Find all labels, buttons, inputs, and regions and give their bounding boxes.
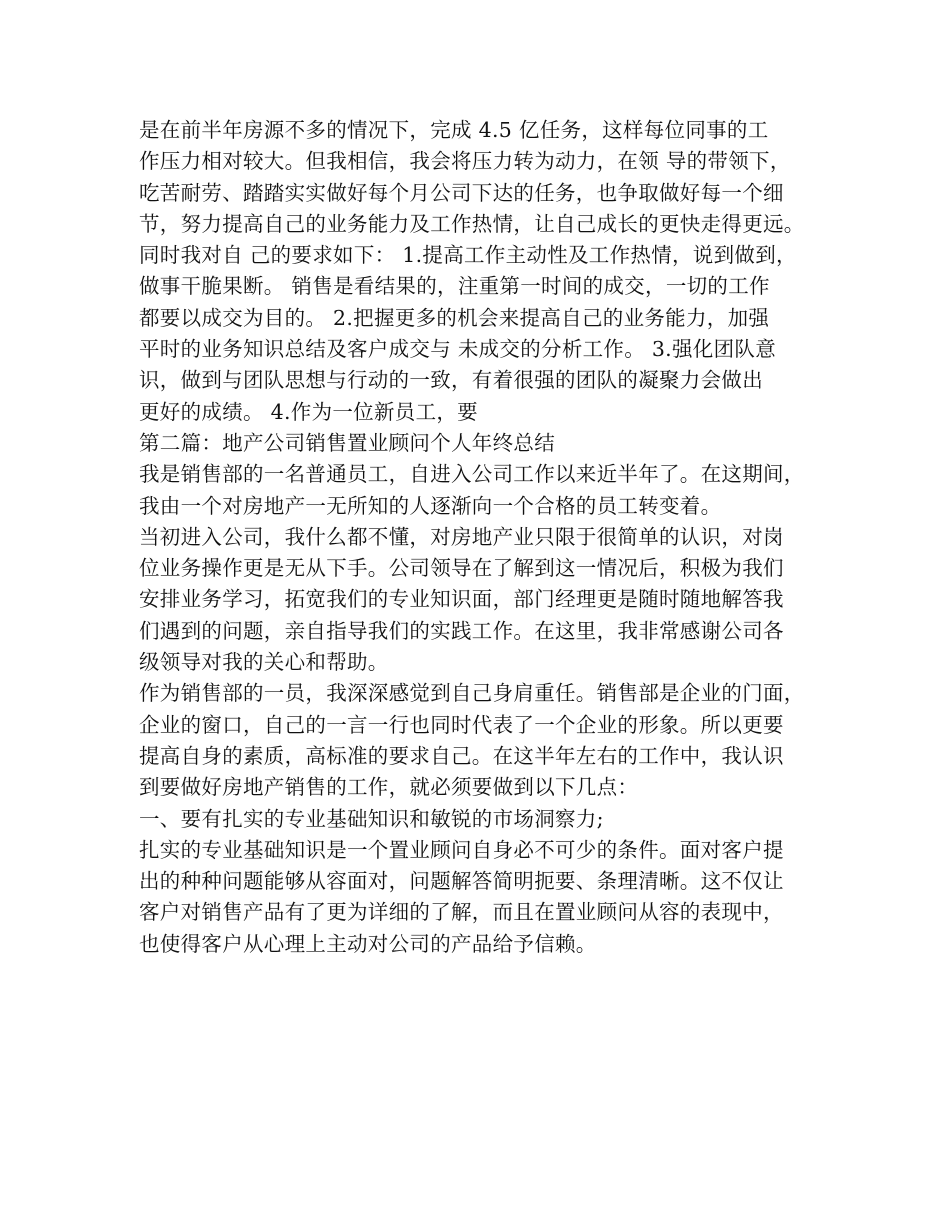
text-line: 同时我对自 己的要求如下： 1.提高工作主动性及工作热情，说到做到， — [139, 243, 797, 268]
text-line: 我由一个对房地产一无所知的人逐渐向一个合格的员工转变着。 — [139, 493, 722, 518]
paragraph-professional-knowledge — [139, 835, 829, 960]
text-line: 都要以成交为目的。 2.把握更多的机会来提高自己的业务能力，加强 — [139, 305, 770, 330]
text-line: 提高自身的素质，高标准的要求自己。在这半年左右的工作中，我认识 — [139, 743, 784, 768]
text-line: 位业务操作更是无从下手。公司领导在了解到这一情况后，积极为我们 — [139, 556, 784, 581]
text-line: 作压力相对较大。但我相信，我会将压力转为动力，在领 导的带领下， — [139, 149, 791, 174]
section-heading-text: 第二篇：地产公司销售置业顾问个人年终总结 — [139, 430, 555, 455]
text-line: 当初进入公司，我什么都不懂，对房地产业只限于很简单的认识，对岗 — [139, 524, 784, 549]
text-line: 平时的业务知识总结及客户成交与 未成交的分析工作。 3.强化团队意 — [139, 337, 776, 362]
text-line: 识，做到与团队思想与行动的一致，有着很强的团队的凝聚力会做出 — [139, 368, 763, 393]
text-line: 客户对销售产品有了更为详细的了解，而且在置业顾问从容的表现中， — [139, 900, 784, 925]
text-line: 企业的窗口，自己的一言一行也同时代表了一个企业的形象。所以更要 — [139, 712, 784, 737]
paragraph-responsibility — [139, 678, 829, 803]
text-line: 做事干脆果断。 销售是看结果的，注重第一时间的成交，一切的工作 — [139, 274, 770, 299]
subheading-point-one — [139, 804, 829, 835]
text-line: 节，努力提高自己的业务能力及工作热情，让自己成长的更快走得更远。 — [139, 211, 805, 236]
text-line: 级领导对我的关心和帮助。 — [139, 650, 389, 675]
text-line: 扎实的专业基础知识是一个置业顾问自身必不可少的条件。面对客户提 — [139, 837, 784, 862]
section-heading — [139, 428, 829, 459]
text-line: 出的种种问题能够从容面对，问题解答简明扼要、条理清晰。这不仅让 — [139, 869, 784, 894]
text-line: 吃苦耐劳、踏踏实实做好每个月公司下达的任务，也争取做好每一个细 — [139, 180, 784, 205]
text-line: 是在前半年房源不多的情况下，完成 4.5 亿任务，这样每位同事的工 — [139, 118, 769, 142]
paragraph-task-goals — [139, 115, 829, 428]
text-line: 们遇到的问题，亲自指导我们的实践工作。在这里，我非常感谢公司各 — [139, 618, 784, 643]
text-line: 到要做好房地产销售的工作，就必须要做到以下几点： — [139, 775, 639, 800]
text-line: 更好的成绩。 4.作为一位新员工，要 — [139, 399, 478, 424]
text-line: 安排业务学习，拓宽我们的专业知识面，部门经理更是随时随地解答我 — [139, 587, 784, 612]
text-line: 作为销售部的一员，我深深感觉到自己身肩重任。销售部是企业的门面， — [139, 681, 805, 706]
text-line: 也使得客户从心理上主动对公司的产品给予信赖。 — [139, 931, 597, 956]
document-body — [139, 115, 829, 960]
text-line: 我是销售部的一名普通员工，自进入公司工作以来近半年了。在这期间， — [139, 462, 805, 487]
paragraph-onboarding — [139, 522, 829, 678]
subheading-text: 一、要有扎实的专业基础知识和敏锐的市场洞察力; — [139, 806, 604, 831]
paragraph-intro — [139, 459, 829, 522]
